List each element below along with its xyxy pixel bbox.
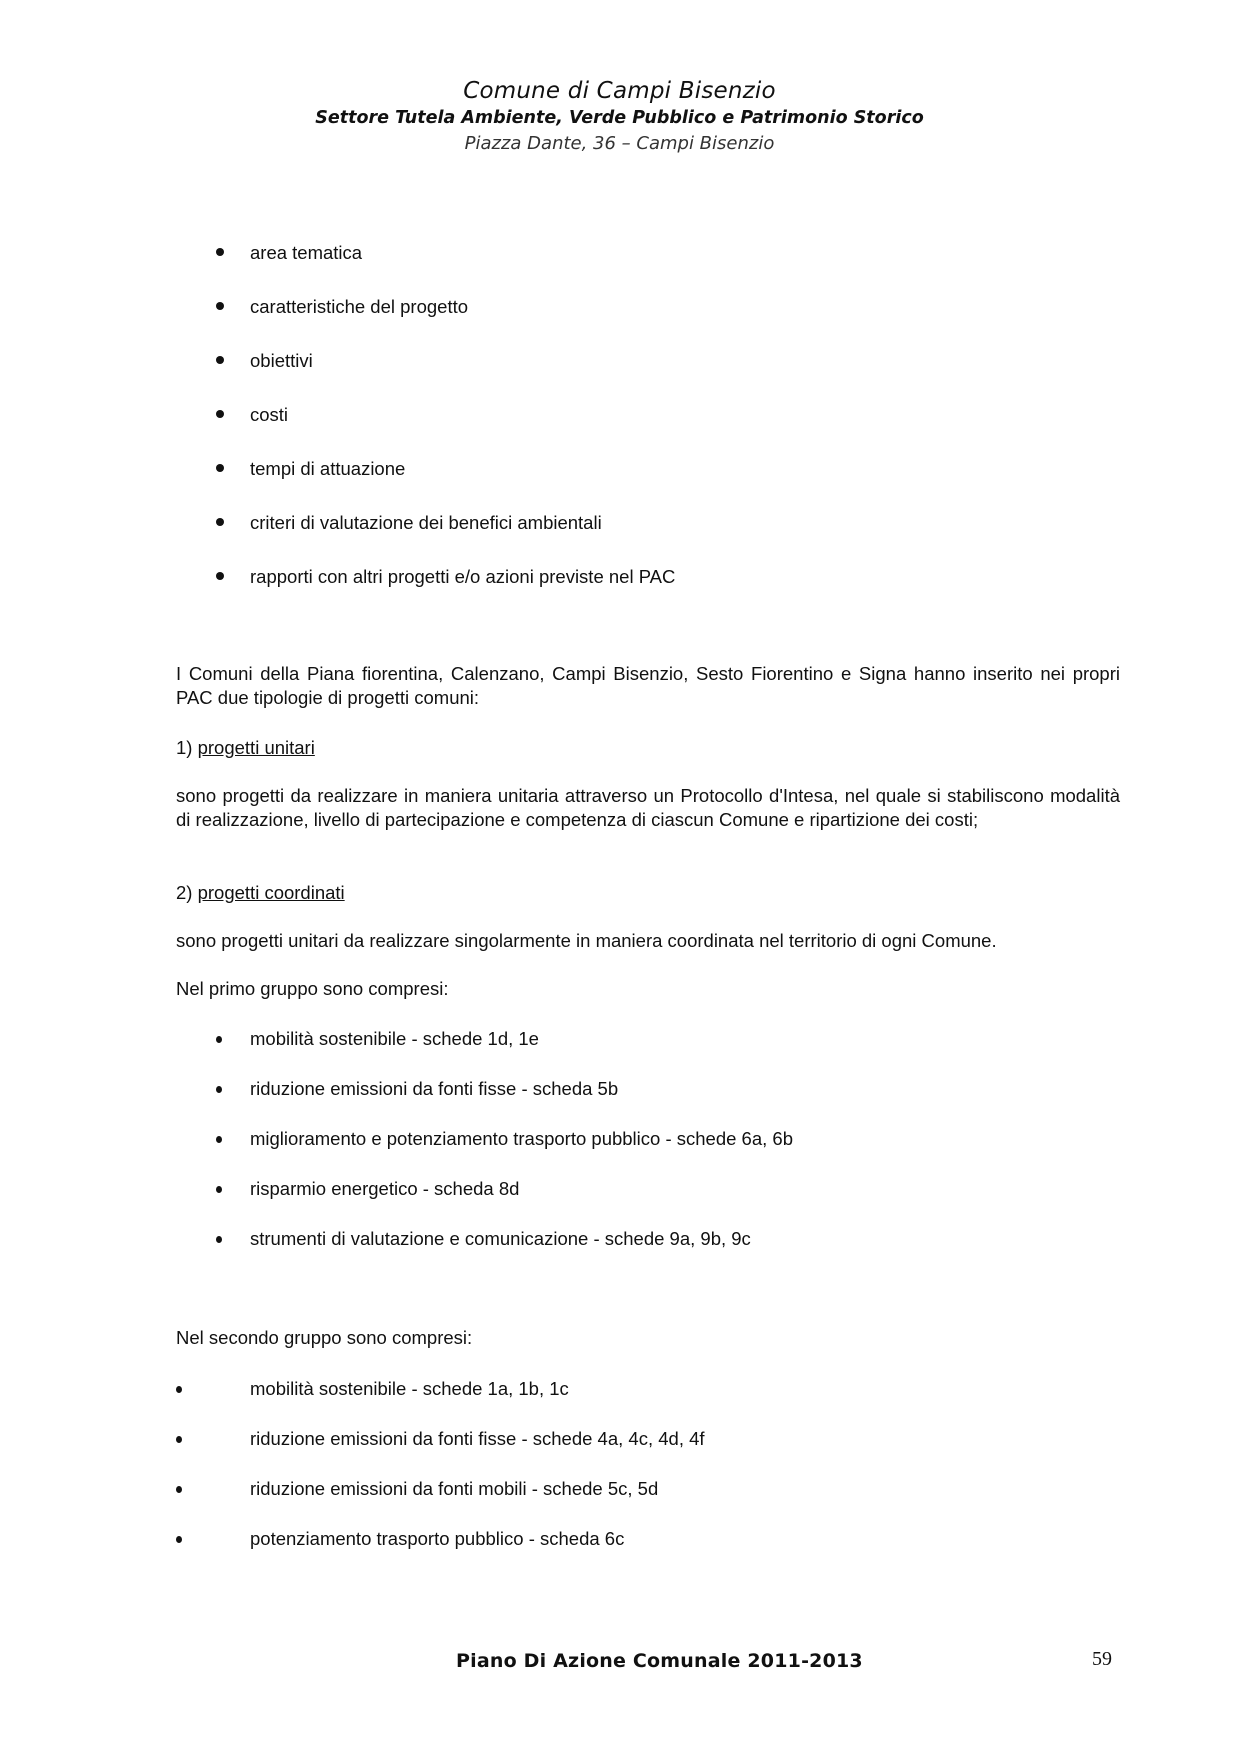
second-group-heading: Nel secondo gruppo sono compresi:: [176, 1327, 473, 1348]
list-item: risparmio energetico - scheda 8d: [250, 1178, 520, 1199]
list-item: riduzione emissioni da fonti fisse - scheda 5b: [250, 1078, 619, 1099]
page-number: 59: [1092, 1648, 1112, 1670]
bullet-icon: [216, 1236, 222, 1243]
bullet-icon: [216, 518, 224, 526]
list-item: area tematica: [250, 242, 363, 263]
bullet-icon: [176, 1536, 182, 1543]
type1-description: sono progetti da realizzare in maniera unitaria attraverso un Protocollo d'Intesa, nel quale si stabiliscono modalità di realizzazione, livello di partecipazione e competenza di ciascun Comune e ripartizione dei costi;: [176, 785, 1120, 830]
type2-label: progetti coordinati: [197, 882, 345, 903]
bullet-icon: [216, 410, 224, 418]
bullet-icon: [176, 1386, 182, 1393]
bullet-icon: [176, 1436, 182, 1443]
bullet-icon: [216, 1136, 222, 1143]
bullet-icon: [216, 1186, 222, 1193]
list-item: riduzione emissioni da fonti fisse - schede 4a, 4c, 4d, 4f: [250, 1428, 705, 1449]
bullet-icon: [216, 302, 224, 310]
footer-title: Piano Di Azione Comunale 2011-2013: [456, 1650, 863, 1672]
list-item: riduzione emissioni da fonti mobili - schede 5c, 5d: [250, 1478, 659, 1499]
first-group-heading: Nel primo gruppo sono compresi:: [176, 978, 449, 999]
type1-number: 1): [176, 737, 198, 758]
list-item: caratteristiche del progetto: [250, 296, 469, 317]
type1-label: progetti unitari: [197, 737, 315, 758]
header-sector: Settore Tutela Ambiente, Verde Pubblico e Patrimonio Storico: [315, 108, 924, 128]
list-item: obiettivi: [250, 350, 313, 371]
list-item: mobilità sostenibile - schede 1a, 1b, 1c: [250, 1378, 569, 1399]
intro-paragraph: I Comuni della Piana fiorentina, Calenzano, Campi Bisenzio, Sesto Fiorentino e Signa hanno inserito nei propri PAC due tipologie di progetti comuni:: [176, 663, 1120, 708]
list-item: costi: [250, 404, 289, 425]
bullet-icon: [216, 356, 224, 364]
type2-description: sono progetti unitari da realizzare singolarmente in maniera coordinata nel territorio di ogni Comune.: [176, 930, 997, 951]
bullet-icon: [216, 248, 224, 256]
list-item: mobilità sostenibile - schede 1d, 1e: [250, 1028, 539, 1049]
bullet-icon: [216, 1036, 222, 1043]
type2-number: 2): [176, 882, 198, 903]
list-item: strumenti di valutazione e comunicazione - schede 9a, 9b, 9c: [250, 1228, 751, 1249]
bullet-icon: [176, 1486, 182, 1493]
list-item: potenziamento trasporto pubblico - scheda 6c: [250, 1528, 625, 1549]
list-item: tempi di attuazione: [250, 458, 406, 479]
list-item: miglioramento e potenziamento trasporto pubblico - schede 6a, 6b: [250, 1128, 793, 1149]
list-item: criteri di valutazione dei benefici ambientali: [250, 512, 602, 533]
type1-heading: [176, 736, 1120, 760]
header-address: Piazza Dante, 36 – Campi Bisenzio: [464, 133, 775, 154]
bullet-icon: [216, 464, 224, 472]
type2-heading: [176, 881, 1120, 905]
bullet-icon: [216, 572, 224, 580]
list-item: rapporti con altri progetti e/o azioni previste nel PAC: [250, 566, 676, 587]
header-title: Comune di Campi Bisenzio: [463, 78, 776, 104]
bullet-icon: [216, 1086, 222, 1093]
